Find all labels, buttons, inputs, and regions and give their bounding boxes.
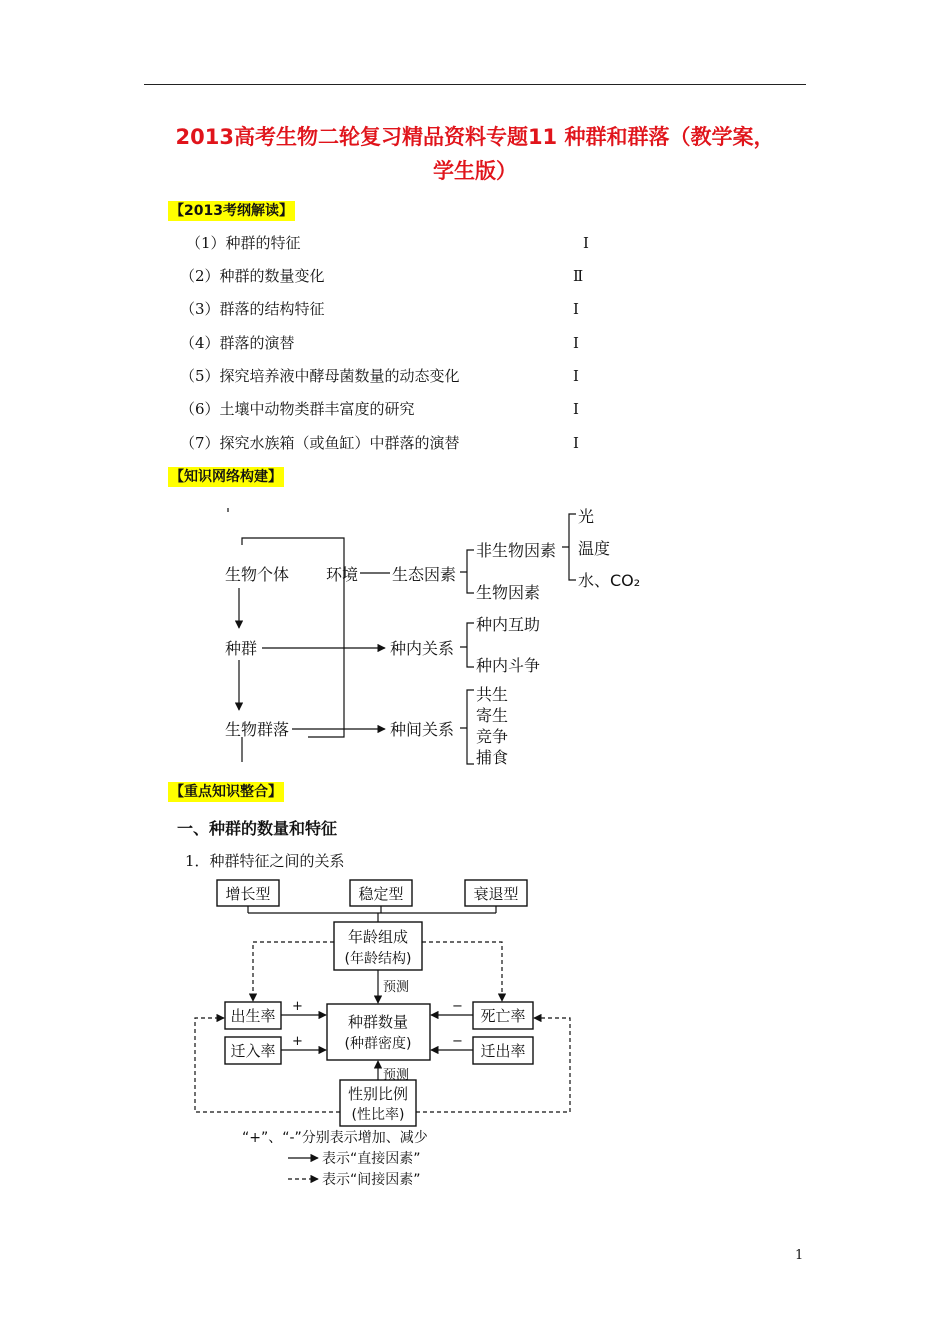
- legend-signs: “+”、“-”分别表示增加、减少: [242, 1130, 428, 1146]
- sign-plus-birth: +: [292, 999, 303, 1014]
- objective-row: [180, 366, 610, 386]
- objective-row: [186, 233, 616, 253]
- dashed-age-death: [422, 942, 502, 1001]
- objective-level: Ⅰ: [573, 334, 579, 352]
- objective-text: （7）探究水族箱（或鱼缸）中群落的演替: [180, 434, 460, 452]
- section-tag-outline: 【2013考纲解读】: [170, 203, 293, 219]
- objective-level: Ⅰ: [573, 300, 579, 318]
- label-sex-2: (性比率): [351, 1107, 405, 1123]
- node-inter-item: 寄生: [476, 706, 509, 725]
- abiotic-bracket: [562, 514, 576, 580]
- objective-text: （3）群落的结构特征: [180, 300, 325, 318]
- node-inter-item: 竞争: [476, 727, 509, 746]
- objective-row: [180, 299, 610, 319]
- node-environment: 环境: [326, 565, 359, 584]
- objective-level: Ⅰ: [573, 400, 579, 418]
- node-intra: 种内关系: [390, 639, 455, 658]
- node-community: 生物群落: [225, 720, 290, 739]
- objective-text: （1）种群的特征: [186, 234, 301, 252]
- label-age-2: (年龄结构): [344, 951, 412, 967]
- node-light: 光: [578, 507, 595, 526]
- dashed-age-birth: [253, 942, 334, 1001]
- subsection-heading: 1．种群特征之间的关系: [185, 852, 345, 870]
- objective-level: Ⅰ: [573, 434, 579, 452]
- objective-row: [180, 266, 610, 286]
- node-inter: 种间关系: [390, 720, 455, 739]
- node-temperature: 温度: [578, 539, 611, 558]
- label-predict-bottom: 预测: [383, 1068, 410, 1083]
- objective-text: （4）群落的演替: [180, 334, 295, 352]
- node-water-co2: 水、CO₂: [578, 571, 641, 590]
- label-emigration: 迁出率: [480, 1042, 526, 1060]
- knowledge-network-diagram: [210, 500, 650, 775]
- population-relation-diagram: [190, 875, 580, 1195]
- objective-text: （6）土壤中动物类群丰富度的研究: [180, 400, 415, 418]
- objective-level: Ⅰ: [573, 367, 579, 385]
- node-intra-fight: 种内斗争: [476, 656, 541, 675]
- header-rule: [144, 84, 806, 85]
- objective-level: Ⅱ: [573, 267, 584, 285]
- legend-indirect: 表示“间接因素”: [322, 1172, 421, 1188]
- eco-factor-bracket: [460, 550, 474, 593]
- title-line-2: 学生版）: [433, 159, 517, 183]
- section-tag-network: 【知识网络构建】: [170, 469, 282, 485]
- page-number: 1: [795, 1248, 804, 1263]
- node-inter-item: 捕食: [476, 748, 509, 767]
- objective-text: （2）种群的数量变化: [180, 267, 325, 285]
- legend-direct: 表示“直接因素”: [322, 1151, 421, 1167]
- label-death: 死亡率: [480, 1007, 526, 1025]
- label-decline: 衰退型: [473, 885, 519, 903]
- label-density-2: (种群密度): [344, 1036, 412, 1052]
- objective-level: Ⅰ: [583, 234, 589, 252]
- label-stable: 稳定型: [358, 885, 404, 903]
- title-line-1: 2013高考生物二轮复习精品资料专题11 种群和群落（教学案，: [175, 125, 775, 149]
- label-immigration: 迁入率: [230, 1042, 276, 1060]
- inter-bracket: [460, 690, 474, 764]
- section-tag-key: 【重点知识整合】: [170, 784, 282, 800]
- label-sex-1: 性别比例: [347, 1085, 409, 1103]
- sign-minus-death: −: [452, 999, 463, 1014]
- document-title: [150, 120, 800, 188]
- node-inter-item: 共生: [476, 685, 509, 704]
- section-heading: 一、种群的数量和特征: [177, 819, 338, 838]
- sign-plus-immigration: +: [292, 1034, 303, 1049]
- label-age-1: 年龄组成: [347, 928, 409, 946]
- node-abiotic: 非生物因素: [476, 541, 557, 560]
- intra-bracket: [460, 623, 474, 667]
- node-biotic: 生物因素: [476, 583, 541, 602]
- label-growth: 增长型: [225, 885, 271, 903]
- objective-row: [180, 399, 610, 419]
- label-density-1: 种群数量: [347, 1013, 409, 1031]
- node-eco-factor: 生态因素: [392, 565, 457, 584]
- objective-row: [180, 333, 610, 353]
- objective-text: （5）探究培养液中酵母菌数量的动态变化: [180, 367, 460, 385]
- sign-minus-emigration: −: [452, 1034, 463, 1049]
- node-population: 种群: [225, 639, 258, 658]
- node-intra-help: 种内互助: [476, 615, 541, 634]
- objective-row: [180, 433, 610, 453]
- label-predict-top: 预测: [383, 980, 410, 995]
- node-individual: 生物个体: [225, 565, 290, 584]
- dashed-sex-death: [416, 1018, 570, 1112]
- dashed-sex-birth: [195, 1018, 340, 1112]
- label-birth: 出生率: [230, 1007, 276, 1025]
